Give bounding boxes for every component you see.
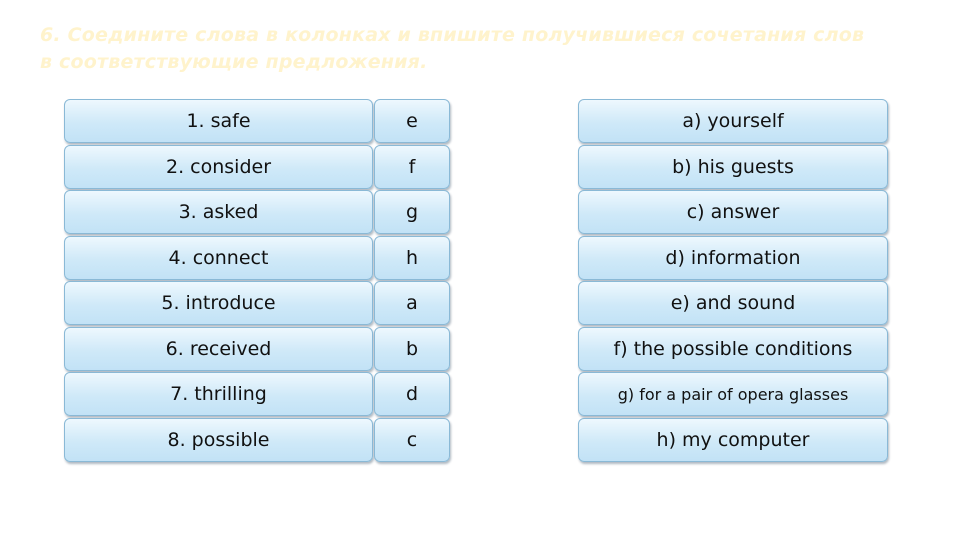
left-item-7[interactable]: 7. thrilling [64, 372, 373, 416]
answer-box-8[interactable]: c [374, 418, 450, 462]
left-item-2[interactable]: 2. consider [64, 145, 373, 189]
left-item-3[interactable]: 3. asked [64, 190, 373, 234]
right-item-d[interactable]: d) information [578, 236, 888, 280]
left-item-5[interactable]: 5. introduce [64, 281, 373, 325]
right-item-e[interactable]: e) and sound [578, 281, 888, 325]
answer-box-3[interactable]: g [374, 190, 450, 234]
right-item-c[interactable]: c) answer [578, 190, 888, 234]
exercise-title-line-1: 6. Соедините слова в колонках и впишите получившиеся сочетания слов [40, 24, 865, 46]
right-item-b[interactable]: b) his guests [578, 145, 888, 189]
exercise-title [40, 22, 940, 76]
right-item-f[interactable]: f) the possible conditions [578, 327, 888, 371]
right-item-g[interactable]: g) for a pair of opera glasses [578, 372, 888, 416]
exercise-title-line-2: в соответствующие предложения. [40, 51, 428, 73]
answer-box-5[interactable]: a [374, 281, 450, 325]
left-item-4[interactable]: 4. connect [64, 236, 373, 280]
answer-box-1[interactable]: e [374, 99, 450, 143]
answer-box-7[interactable]: d [374, 372, 450, 416]
answer-box-2[interactable]: f [374, 145, 450, 189]
answer-box-4[interactable]: h [374, 236, 450, 280]
right-item-a[interactable]: a) yourself [578, 99, 888, 143]
left-item-1[interactable]: 1. safe [64, 99, 373, 143]
right-item-h[interactable]: h) my computer [578, 418, 888, 462]
answer-box-6[interactable]: b [374, 327, 450, 371]
left-item-6[interactable]: 6. received [64, 327, 373, 371]
left-item-8[interactable]: 8. possible [64, 418, 373, 462]
